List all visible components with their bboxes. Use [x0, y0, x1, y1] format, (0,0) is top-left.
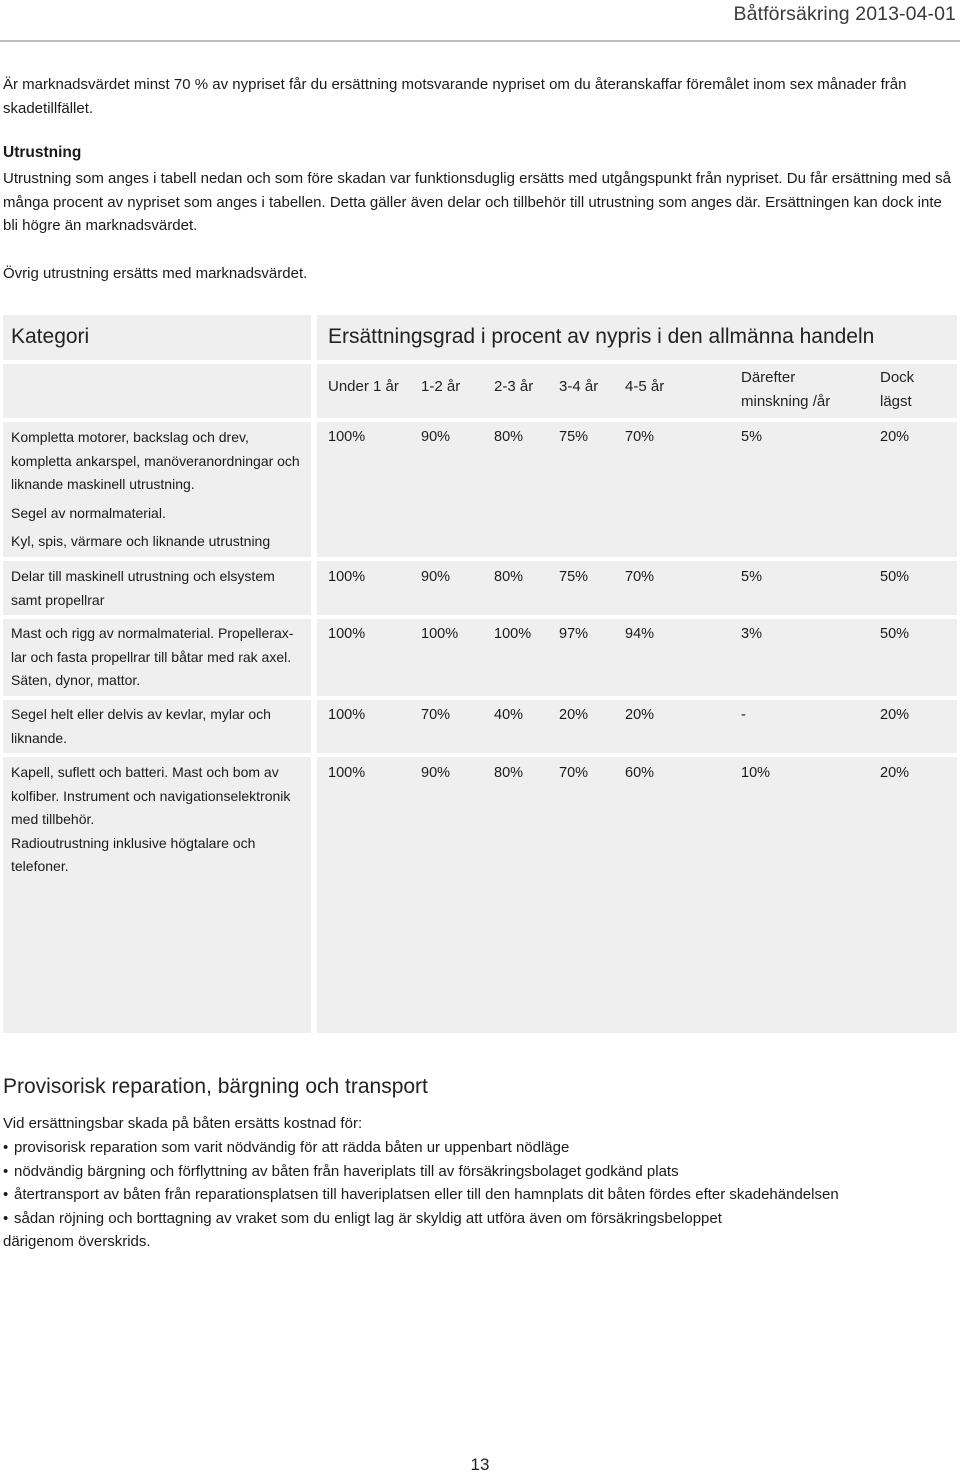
- row-separator: [3, 615, 957, 619]
- table-row-4-value: 40%: [494, 707, 524, 723]
- table-row-4-value: 100%: [328, 707, 366, 723]
- list-item-text: nödvändig bärgning och förflyttning av båten från haveriplats till av försäkringsbolaget godkänd plats: [14, 1162, 679, 1180]
- list-item-text: provisorisk reparation som varit nödvändig för att rädda båten ur uppenbart nödläge: [14, 1139, 570, 1156]
- provisorisk-bullet-list: [3, 1136, 953, 1254]
- list-item: [3, 1183, 953, 1207]
- table-values-panel: [317, 315, 957, 1033]
- table-row-4-category: [11, 703, 307, 750]
- document-title: Båtförsäkring 2013-04-01: [733, 3, 956, 25]
- category-line: kompletta ankarspel, manöveranordningar och: [11, 452, 300, 469]
- table-row-3-value: 50%: [880, 626, 910, 642]
- category-line: kolfiber. Instrument och navigationselektronik: [11, 787, 291, 804]
- table-row-3-value: 94%: [625, 626, 655, 642]
- header-divider: [0, 40, 960, 42]
- column-header-separator: [3, 418, 957, 422]
- table-row-2-value: 50%: [880, 569, 910, 585]
- category-line: Radioutrustning inklusive högtalare och: [11, 834, 256, 851]
- table-row-5-value: 60%: [625, 765, 655, 781]
- category-line: lar och fasta propellrar till båtar med rak axel.: [11, 648, 292, 665]
- table-row-2-value: 90%: [421, 569, 451, 585]
- table-row-4-value: -: [741, 707, 746, 723]
- column-header-3-4-ar: 3-4 år: [559, 378, 599, 395]
- table-row-5-category: [11, 761, 307, 879]
- category-line: Kapell, suflett och batteri. Mast och bom av: [11, 764, 279, 780]
- list-item-text: återtransport av båten från reparationsplatsen till haveriplatsen eller till den hamnplats dit båten fördes efter skadehändelsen: [14, 1186, 839, 1204]
- category-line: liknande maskinell utrustning.: [11, 476, 195, 492]
- table-row-4-value: 20%: [880, 707, 910, 723]
- column-header-under-1-ar: Under 1 år: [328, 378, 399, 395]
- table-row-1-value: 5%: [741, 429, 762, 445]
- table-row-4-value: 70%: [421, 707, 451, 723]
- table-row-2-value: 75%: [559, 569, 589, 585]
- category-line: Säten, dynor, mattor.: [11, 672, 141, 688]
- table-row-3-value: 3%: [741, 626, 762, 642]
- table-row-5-value: 20%: [880, 765, 910, 781]
- table-header-ersattningsgrad: Ersättningsgrad i procent av nypris i den allmänna handeln: [328, 325, 875, 348]
- list-item: [3, 1160, 953, 1184]
- table-row-3-value: 100%: [494, 626, 532, 642]
- category-line: Kyl, spis, värmare och liknande utrustning: [11, 533, 271, 549]
- utrustning-paragraph: Utrustning som anges i tabell nedan och som före skadan var funktionsduglig ersätts med utgångspunkt från nypriset. Du får ersättning med så många procent av nypriset som anges i tabellen. Detta gäller även delar och tillbehör till utrustning som anges där. Ersättningen kan dock inte bli högre än marknadsvärdet.: [3, 170, 952, 234]
- category-line: med tillbehör.: [11, 811, 95, 827]
- section-heading-provisorisk: Provisorisk reparation, bärgning och transport: [3, 1075, 428, 1098]
- table-row-1-value: 20%: [880, 429, 910, 445]
- provisorisk-intro: Vid ersättningsbar skada på båten ersätts kostnad för:: [3, 1115, 363, 1132]
- row-separator: [3, 753, 957, 757]
- column-header-dock-line1: Dock: [880, 369, 915, 386]
- bullet-icon: •: [3, 1186, 9, 1204]
- category-line: Segel helt eller delvis av kevlar, mylar och: [11, 706, 271, 722]
- category-line: Delar till maskinell utrustning och elsystem: [11, 568, 275, 584]
- category-line: Mast och rigg av normalmaterial. Propellerax-: [11, 625, 294, 641]
- list-item: [3, 1136, 953, 1160]
- table-row-2-value: 80%: [494, 569, 524, 585]
- table-row-1-category: [11, 426, 307, 554]
- table-row-3-value: 100%: [421, 626, 459, 642]
- column-header-darefter-line1: Därefter: [741, 369, 796, 386]
- table-row-5-value: 10%: [741, 765, 771, 781]
- section-heading-utrustning: Utrustning: [3, 144, 82, 161]
- table-row-5-value: 80%: [494, 765, 524, 781]
- category-line: liknande.: [11, 729, 68, 746]
- row-separator: [3, 557, 957, 561]
- column-header-darefter-line2: minskning /år: [741, 393, 831, 410]
- category-line: telefoner.: [11, 858, 69, 874]
- bullet-icon: •: [3, 1162, 9, 1180]
- bullet-icon: •: [3, 1139, 9, 1156]
- header-separator: [3, 360, 957, 364]
- category-line: Kompletta motorer, backslag och drev,: [11, 429, 249, 445]
- intro-paragraph: Är marknadsvärdet minst 70 % av nypriset får du ersättning motsvarande nypriset om du återanskaffar föremålet inom sex månader från skadetillfället.: [3, 76, 907, 117]
- row-separator: [3, 696, 957, 700]
- table-row-5-value: 70%: [559, 765, 589, 781]
- bullet-icon: •: [3, 1209, 9, 1227]
- list-item-text: sådan röjning och borttagning av vraket som du enligt lag är skyldig att utföra även om försäkringsbeloppet: [14, 1209, 722, 1227]
- table-row-5-value: 100%: [328, 765, 366, 781]
- column-header-dock-line2: lägst: [880, 393, 912, 410]
- page-number: 13: [470, 1455, 490, 1474]
- table-row-1-value: 80%: [494, 429, 524, 445]
- table-row-1-value: 100%: [328, 429, 366, 445]
- column-header-1-2-ar: 1-2 år: [421, 378, 461, 395]
- column-header-2-3-ar: 2-3 år: [494, 378, 534, 395]
- table-row-4-value: 20%: [625, 707, 655, 723]
- table-row-1-value: 70%: [625, 429, 655, 445]
- table-row-3-category: [11, 622, 307, 693]
- table-row-4-value: 20%: [559, 707, 589, 723]
- table-row-2-value: 70%: [625, 569, 655, 585]
- list-item-continuation: därigenom överskrids.: [3, 1233, 151, 1251]
- table-row-1-value: 90%: [421, 429, 451, 445]
- ovrig-utrustning-paragraph: Övrig utrustning ersätts med marknadsvärdet.: [3, 265, 308, 282]
- table-header-kategori: Kategori: [11, 325, 90, 348]
- list-item: [3, 1207, 953, 1231]
- category-line: samt propellrar: [11, 591, 105, 608]
- table-row-3-value: 100%: [328, 626, 366, 642]
- table-row-2-value: 100%: [328, 569, 366, 585]
- table-row-5-value: 90%: [421, 765, 451, 781]
- table-row-1-value: 75%: [559, 429, 589, 445]
- table-row-2-category: [11, 565, 307, 612]
- table-row-3-value: 97%: [559, 626, 589, 642]
- column-header-darefter: [741, 366, 830, 414]
- column-header-4-5-ar: 4-5 år: [625, 378, 665, 395]
- category-line: Segel av normalmaterial.: [11, 504, 166, 521]
- table-row-2-value: 5%: [741, 569, 762, 585]
- column-header-dock-lagst: [880, 366, 914, 414]
